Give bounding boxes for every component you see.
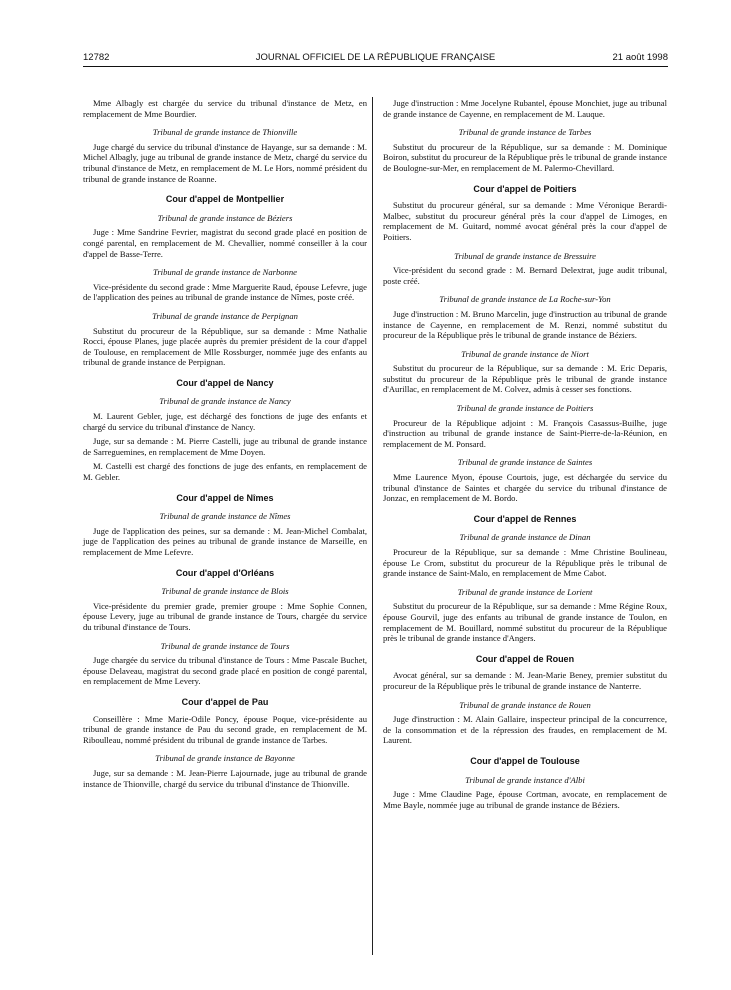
header-rule: [83, 66, 668, 67]
paragraph: Vice-présidente du second grade : Mme Marguerite Raud, épouse Lefevre, juge de l'application des peines au tribunal de grande instance de Nîmes, poste créé.: [83, 281, 367, 303]
tribunal-heading: Tribunal de grande instance de Perpignan: [152, 310, 298, 321]
tribunal-heading: Tribunal de grande instance de Bayonne: [155, 753, 295, 764]
court-heading: Cour d'appel de Pau: [181, 696, 269, 707]
tribunal-heading: Tribunal de grande instance de Béziers: [157, 212, 293, 223]
court-heading: Cour d'appel de Toulouse: [470, 755, 580, 766]
page-header: [83, 52, 668, 66]
paragraph: Juge, sur sa demande : M. Pierre Castelli, juge au tribunal de grande instance de Sarreguemines, en remplacement de Mme Doyen.: [83, 436, 367, 457]
paragraph: Juge chargé du service du tribunal d'instance de Hayange, sur sa demande : M. Michel Albagly, juge au tribunal de grande instance de Metz, chargé du service du tribunal d'instance de Metz, en remplacement de M. Le Hors, nommé président du tribunal de grande instance de Roanne.: [83, 141, 367, 184]
tribunal-heading: Tribunal de grande instance de Tarbes: [458, 127, 592, 138]
paragraph: Vice-présidente du premier grade, premier groupe : Mme Sophie Connen, épouse Levery, juge au tribunal de grande instance de Tours, chargée du service du tribunal d'instance de Tours.: [83, 600, 367, 632]
tribunal-heading: Tribunal de grande instance de Narbonne: [153, 267, 297, 278]
tribunal-heading: Tribunal de grande instance de La Roche-sur-Yon: [439, 294, 611, 305]
court-heading: Cour d'appel de Nancy: [176, 377, 274, 388]
tribunal-heading: Tribunal de grande instance de Saintes: [457, 457, 593, 468]
tribunal-heading: Tribunal de grande instance de Thionville: [152, 127, 298, 138]
tribunal-heading: Tribunal de grande instance de Lorient: [457, 586, 593, 597]
court-heading: Cour d'appel d'Orléans: [175, 567, 275, 578]
tribunal-heading: Tribunal de grande instance de Rouen: [459, 699, 591, 710]
paragraph: Mme Albagly est chargée du service du tribunal d'instance de Metz, en remplacement de Mme Bourdier.: [83, 98, 367, 119]
paragraph: Juge d'instruction : Mme Jocelyne Rubantel, épouse Monchiet, juge au tribunal de grande instance de Cayenne, en remplacement de M. Lauque.: [383, 98, 667, 119]
tribunal-heading: Tribunal de grande instance de Niort: [461, 348, 589, 359]
paragraph: Mme Laurence Myon, épouse Courtois, juge, est déchargée du service du tribunal d'instance de Saintes et chargée du service du tribunal d'instance de Jonzac, en remplacement de M. Bordo.: [383, 472, 667, 504]
paragraph: Conseillère : Mme Marie-Odile Poncy, épouse Poque, vice-présidente au tribunal de grande instance de Pau du second grade, en remplacement de M. Riboulleau, nommé président du tribunal de grande instance de Tarbes.: [83, 713, 367, 745]
court-heading: Cour d'appel de Rouen: [475, 653, 575, 664]
court-heading: Cour d'appel de Poitiers: [473, 183, 577, 194]
paragraph: Juge : Mme Claudine Page, épouse Cortman, avocate, en remplacement de Mme Bayle, nommée juge au tribunal de grande instance de Béziers.: [383, 789, 667, 810]
paragraph: Substitut du procureur général, sur sa demande : Mme Véronique Berardi-Malbec, substitut du procureur général près la cour d'appel de Limoges, en remplacement de M. Guitard, nommé avocat général près la cour d'appel de Poitiers.: [383, 200, 667, 242]
column-divider: [372, 97, 373, 955]
paragraph: Juge, sur sa demande : M. Jean-Pierre Lajournade, juge au tribunal de grande instance de Thionville, chargé du service du tribunal d'instance de Thionville.: [83, 767, 367, 789]
paragraph: Juge d'instruction : M. Alain Gallaire, inspecteur principal de la concurrence, de la consommation et de la répression des fraudes, en remplacement de M. Laurent.: [383, 714, 667, 746]
paragraph: Vice-président du second grade : M. Bernard Delextrat, juge audit tribunal, poste créé.: [383, 265, 667, 286]
paragraph: Juge chargée du service du tribunal d'instance de Tours : Mme Pascale Buchet, épouse Delaveau, magistrat du second grade placé en position de congé parental, en remplacement de Mme Levery.: [83, 655, 367, 687]
tribunal-heading: Tribunal de grande instance d'Albi: [465, 774, 585, 785]
tribunal-heading: Tribunal de grande instance de Dinan: [459, 532, 591, 543]
paragraph: Substitut du procureur de la République, sur sa demande : Mme Nathalie Rocci, épouse Planes, juge placée auprès du premier président de la cour d'appel de Toulouse, en remplacement de Mlle Rossburger, nommée juge des enfants au tribunal de grande instance de Perpignan.: [83, 325, 367, 368]
paragraph: Juge : Mme Sandrine Fevrier, magistrat du second grade placé en position de congé parental, en remplacement de M. Chevallier, nommé conseiller à la cour d'appel de Basse-Terre.: [83, 227, 367, 259]
journal-title: JOURNAL OFFICIEL DE LA RÉPUBLIQUE FRANÇAISE: [255, 52, 496, 63]
tribunal-heading: Tribunal de grande instance de Tours: [160, 640, 290, 651]
left-column: [83, 98, 367, 793]
publication-date: 21 août 1998: [612, 52, 668, 63]
paragraph: Juge d'instruction : M. Bruno Marcelin, juge d'instruction au tribunal de grande instance de Cayenne, en remplacement de M. Renzi, nommé substitut du procureur de la République près le tribunal de grande instance de Béziers.: [383, 308, 667, 341]
court-heading: Cour d'appel de Nîmes: [176, 492, 274, 503]
paragraph: Substitut du procureur de la République, sur sa demande : Mme Régine Roux, épouse Gourvil, juge des enfants au tribunal de grande instance de Toulon, en remplacement de M. Bouillard, nommé substitut du procureur de la République près le tribunal de grande instance d'Angers.: [383, 601, 667, 644]
paragraph: Substitut du procureur de la République, sur sa demande : M. Dominique Boiron, substitut du procureur de la République près le tribunal de grande instance de Boulogne-sur-Mer, en remplacement de M. Palermo-Chevillard.: [383, 141, 667, 173]
tribunal-heading: Tribunal de grande instance de Nîmes: [159, 511, 291, 522]
tribunal-heading: Tribunal de grande instance de Blois: [161, 586, 289, 597]
paragraph: Substitut du procureur de la République, sur sa demande : M. Eric Deparis, substitut du procureur de la République près le tribunal de grande instance d'Aurillac, en remplacement de M. Colvez, admis à cesser ses fonctions.: [383, 363, 667, 395]
right-column: [383, 98, 667, 814]
tribunal-heading: Tribunal de grande instance de Poitiers: [456, 403, 594, 414]
court-heading: Cour d'appel de Rennes: [473, 513, 577, 524]
tribunal-heading: Tribunal de grande instance de Nancy: [159, 396, 291, 407]
paragraph: Procureur de la République adjoint : M. François Casassus-Builhe, juge d'instruction au tribunal de grande instance de Saint-Pierre-de-la-Réunion, en remplacement de M. Ponsard.: [383, 417, 667, 449]
paragraph: Procureur de la République, sur sa demande : Mme Christine Boulineau, épouse Le Crom, substitut du procureur de la République près le tribunal de grande instance de Saint-Malo, en remplacement de Mme Cabot.: [383, 547, 667, 579]
paragraph: Avocat général, sur sa demande : M. Jean-Marie Beney, premier substitut du procureur de la République près le tribunal de grande instance de Nanterre.: [383, 670, 667, 691]
page-number: 12782: [83, 52, 110, 63]
court-heading: Cour d'appel de Montpellier: [165, 194, 285, 205]
tribunal-heading: Tribunal de grande instance de Bressuire: [454, 250, 596, 261]
paragraph: M. Laurent Gebler, juge, est déchargé des fonctions de juge des enfants et chargé du service du tribunal d'instance de Nancy.: [83, 411, 367, 432]
paragraph: Juge de l'application des peines, sur sa demande : M. Jean-Michel Combalat, juge de l'application des peines au tribunal de grande instance de Marseille, en remplacement de Mme Lefevre.: [83, 525, 367, 557]
paragraph: M. Castelli est chargé des fonctions de juge des enfants, en remplacement de M. Gebler.: [83, 461, 367, 483]
